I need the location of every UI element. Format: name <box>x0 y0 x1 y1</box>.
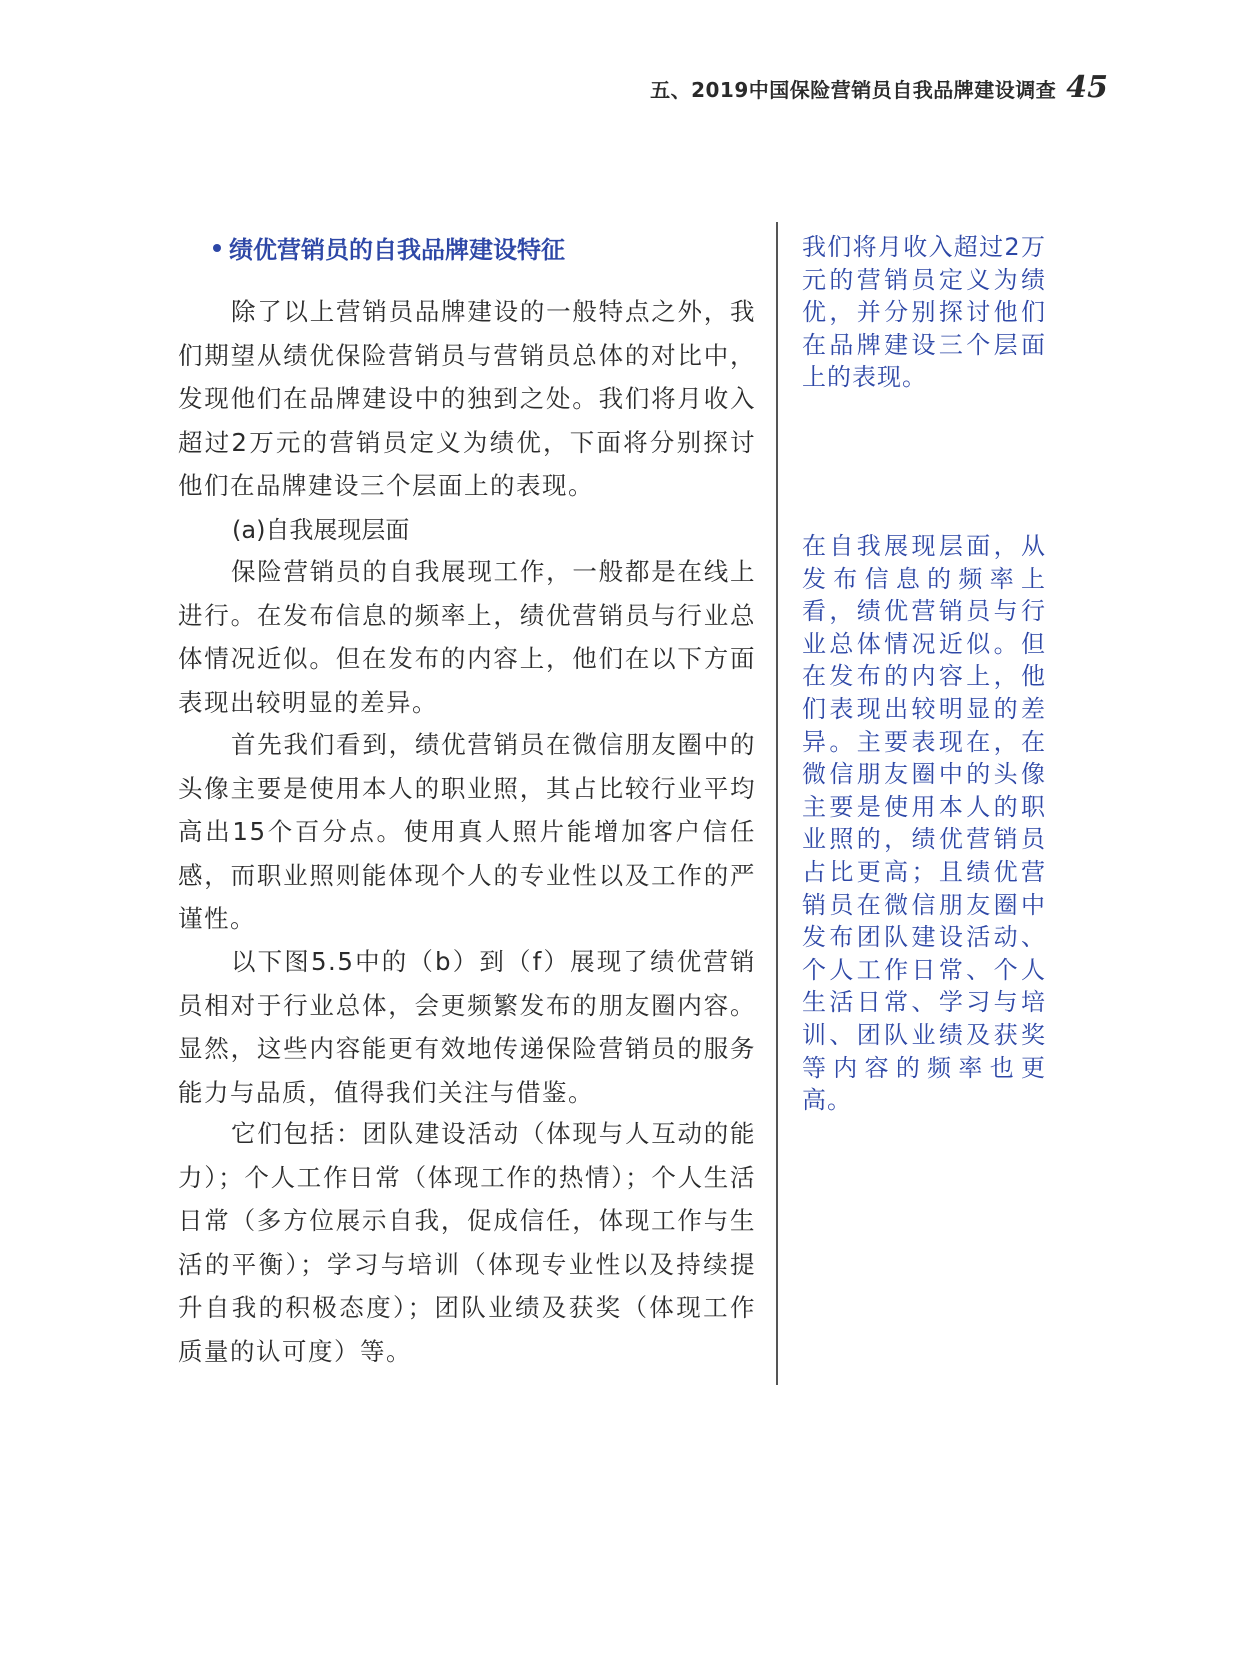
column-divider <box>776 222 778 1385</box>
body-paragraph-intro: 除了以上营销员品牌建设的一般特点之外，我们期望从绩优保险营销员与营销员总体的对比中，发现他们在品牌建设中的独到之处。我们将月收入超过2万元的营销员定义为绩优，下面将分别探讨他们在品牌建设三个层面上的表现。 <box>178 297 756 501</box>
sidebar-note-definition: 我们将月收入超过2万元的营销员定义为绩优，并分别探讨他们在品牌建设三个层面上的表现。 <box>802 233 1046 392</box>
bullet-icon <box>213 244 221 252</box>
body-paragraph-figure-ref: 以下图5.5中的（b）到（f）展现了绩优营销员相对于行业总体，会更频繁发布的朋友圈内容。显然，这些内容能更有效地传递保险营销员的服务能力与品质，值得我们关注与借鉴。 <box>178 947 756 1107</box>
body-paragraph-online: 保险营销员的自我展现工作，一般都是在线上进行。在发布信息的频率上，绩优营销员与行业总体情况近似。但在发布的内容上，他们在以下方面表现出较明显的差异。 <box>178 557 756 717</box>
page-number: 45 <box>1066 70 1108 105</box>
sub-heading-self-presentation: (a)自我展现层面 <box>232 516 410 544</box>
section-heading <box>213 230 565 265</box>
body-paragraph-content-list: 它们包括：团队建设活动（体现与人互动的能力）；个人工作日常（体现工作的热情）；个人生活日常（多方位展示自我，促成信任，体现工作与生活的平衡）；学习与培训（体现专业性以及持续提升自我的积极态度）；团队业绩及获奖（体现工作质量的认可度）等。 <box>178 1119 756 1366</box>
body-paragraph-avatar: 首先我们看到，绩优营销员在微信朋友圈中的头像主要是使用本人的职业照，其占比较行业平均高出15个百分点。使用真人照片能增加客户信任感，而职业照则能体现个人的专业性以及工作的严谨性。 <box>178 730 756 934</box>
section-heading-text: 绩优营销员的自我品牌建设特征 <box>229 236 565 264</box>
sidebar-note-summary: 在自我展现层面，从发布信息的频率上看，绩优营销员与行业总体情况近似。但在发布的内容上，他们表现出较明显的差异。主要表现在，在微信朋友圈中的头像主要是使用本人的职业照的，绩优营销员占比更高；且绩优营销员在微信朋友圈中发布团队建设活动、个人工作日常、个人生活日常、学习与培训、团队业绩及获奖等内容的频率也更高。 <box>802 532 1046 1115</box>
running-header <box>650 70 1108 105</box>
chapter-title: 五、2019中国保险营销员自我品牌建设调查 <box>650 78 1057 102</box>
